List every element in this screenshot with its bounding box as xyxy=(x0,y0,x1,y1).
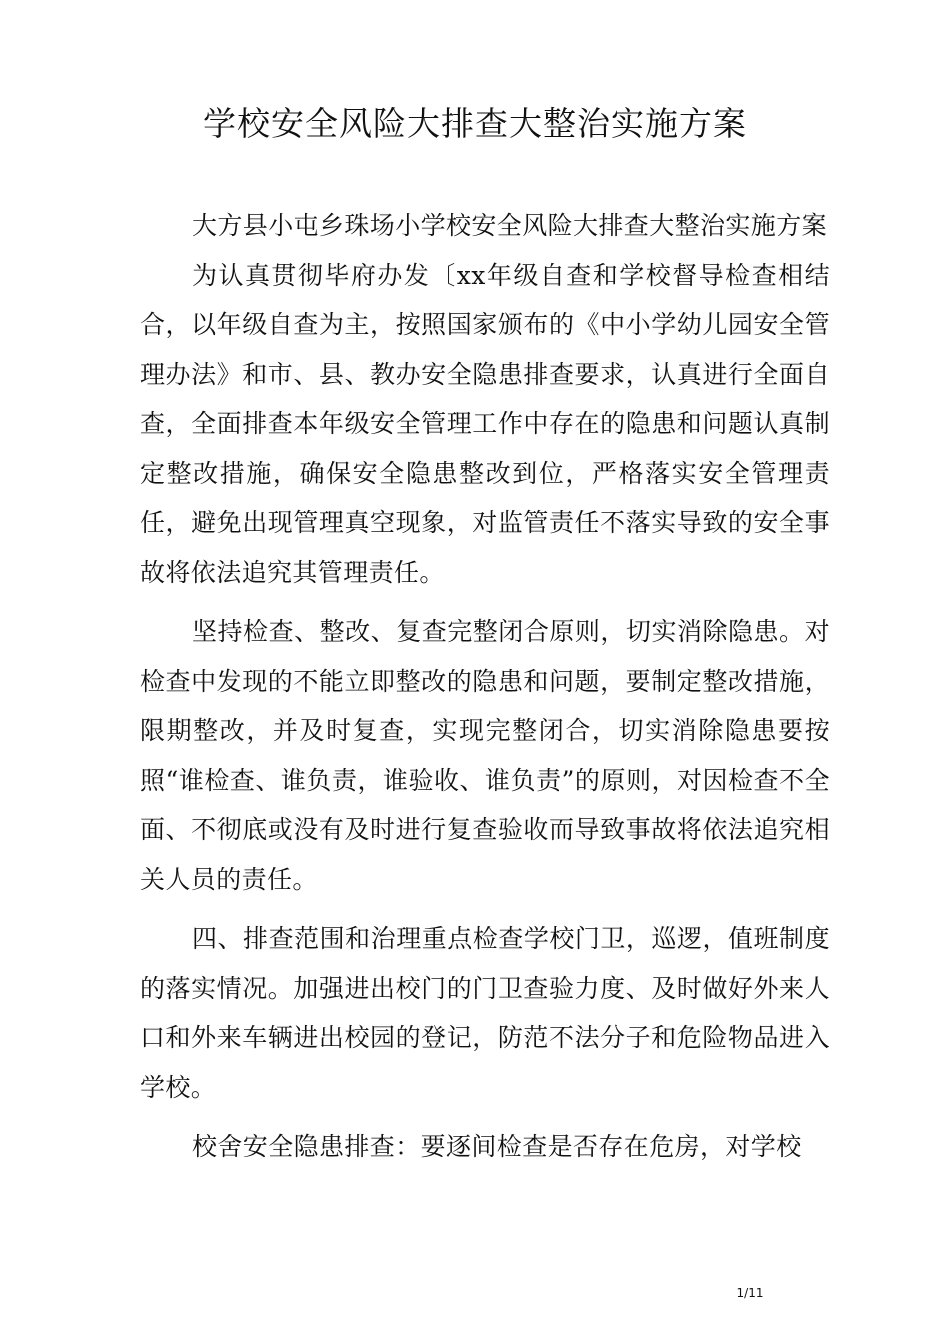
paragraph-purpose: 为认真贯彻毕府办发〔xx年级自查和学校督导检查相结合，以年级自查为主，按照国家颁布的《中小学幼儿园安全管理办法》和市、县、教办安全隐患排查要求，认真进行全面自查，全面排查本年级安全管理工作中存在的隐患和问题认真制定整改措施，确保安全隐患整改到位，严格落实安全管理责任，避免出现管理真空现象，对监管责任不落实导致的安全事故将依法追究其管理责任。 xyxy=(140,260,830,587)
document-body xyxy=(140,201,830,1172)
paragraph-building-safety: 校舍安全隐患排查：要逐间检查是否存在危房，对学校 xyxy=(192,1132,802,1161)
page-number: 1/11 xyxy=(736,1286,764,1300)
paragraph-scope: 四、排查范围和治理重点检查学校门卫，巡逻，值班制度的落实情况。加强进出校门的门卫查验力度、及时做好外来人口和外来车辆进出校园的登记，防范不法分子和危险物品进入学校。 xyxy=(140,924,830,1102)
paragraph-subtitle: 大方县小屯乡珠场小学校安全风险大排查大整治实施方案 xyxy=(192,211,828,240)
document-title: 学校安全风险大排查大整治实施方案 xyxy=(203,104,747,143)
paragraph-principle: 坚持检查、整改、复查完整闭合原则，切实消除隐患。对检查中发现的不能立即整改的隐患和问题，要制定整改措施，限期整改，并及时复查，实现完整闭合，切实消除隐患要按照“谁检查、谁负责，谁验收、谁负责”的原则，对因检查不全面、不彻底或没有及时进行复查验收而导致事故将依法追究相关人员的责任。 xyxy=(140,617,830,894)
